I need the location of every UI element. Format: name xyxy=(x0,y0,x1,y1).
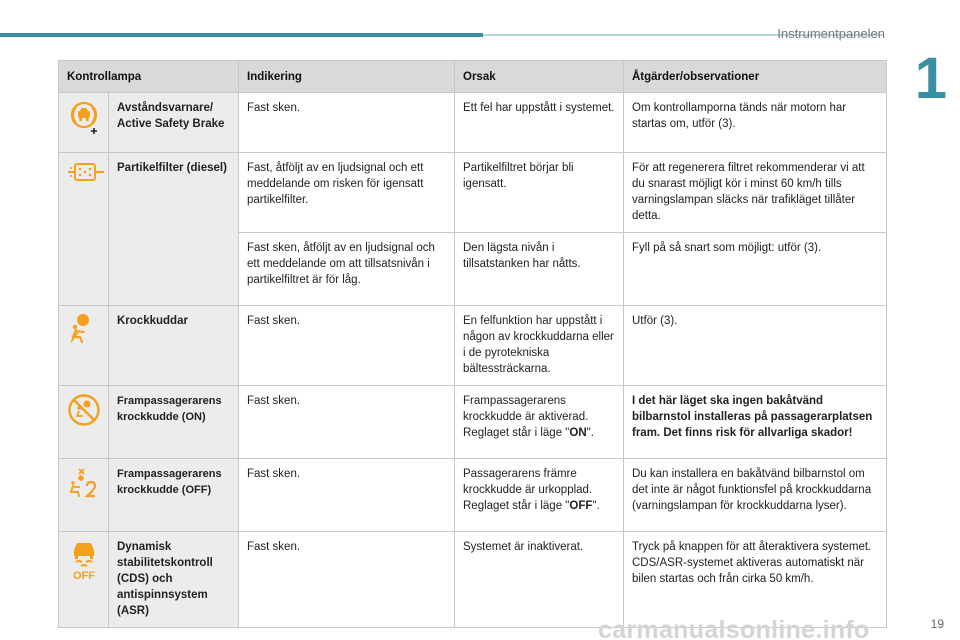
airbag-icon xyxy=(67,313,100,343)
page-number: 19 xyxy=(930,617,944,631)
indication-cell: Fast sken. xyxy=(239,306,455,386)
indicator-name: Frampassagerarens krockkudde (OFF) xyxy=(109,459,239,532)
indication-cell: Fast sken, åtföljt av en ljudsignal och ett meddelande om att tillsatsnivån i partikelfiltret är för låg. xyxy=(239,233,455,306)
particle-filter-icon xyxy=(67,160,100,184)
table-row xyxy=(59,386,887,459)
cause-cell xyxy=(455,386,624,459)
indicator-name: Krockkuddar xyxy=(109,306,239,386)
indication-cell: Fast sken. xyxy=(239,386,455,459)
cause-cell: En felfunktion har uppstått i någon av krockkuddarna eller i de pyrotekniska bältessträckarna. xyxy=(455,306,624,386)
passenger-airbag-on-icon xyxy=(67,393,100,427)
cause-cell: Systemet är inaktiverat. xyxy=(455,532,624,628)
indicator-name: Avståndsvarnare/ Active Safety Brake xyxy=(109,93,239,153)
watermark: carmanualsonline.info xyxy=(598,616,870,640)
column-header: Åtgärder/observationer xyxy=(624,61,887,93)
indication-cell: Fast sken. xyxy=(239,532,455,628)
icon-cell xyxy=(59,386,109,459)
indication-cell: Fast sken. xyxy=(239,93,455,153)
cause-text: Passagerarens främre krockkudde är urkopplad. Reglaget står i läge " xyxy=(463,468,593,512)
icon-cell xyxy=(59,93,109,153)
icon-cell xyxy=(59,153,109,306)
cause-cell: Partikelfiltret börjar bli igensatt. xyxy=(455,153,624,233)
indicator-name: Frampassagerarens krockkudde (ON) xyxy=(109,386,239,459)
cause-text: Frampassagerarens krockkudde är aktiverad. Reglaget står i läge " xyxy=(463,395,589,439)
header-accent-bar xyxy=(0,33,483,37)
table-row xyxy=(59,153,887,233)
cause-cell: Den lägsta nivån i tillsatstanken har nåtts. xyxy=(455,233,624,306)
section-title: Instrumentpanelen xyxy=(777,26,885,41)
action-cell: Utför (3). xyxy=(624,306,887,386)
column-header: Indikering xyxy=(239,61,455,93)
icon-cell xyxy=(59,532,109,628)
table-header-row xyxy=(59,61,887,93)
indicator-name: Partikelfilter (diesel) xyxy=(109,153,239,306)
switch-position: OFF xyxy=(569,500,593,512)
icon-cell xyxy=(59,306,109,386)
action-cell: Tryck på knappen för att återaktivera systemet. CDS/ASR-systemet aktiveras automatiskt när bilen startas och från cirka 50 km/h. xyxy=(624,532,887,628)
switch-position: ON xyxy=(569,427,587,439)
table-row xyxy=(59,306,887,386)
action-cell: För att regenerera filtret rekommenderar vi att du snarast möjligt kör i minst 60 km/h tills varningslampan släcks när trafikläget tillåter detta. xyxy=(624,153,887,233)
cause-text-end: ". xyxy=(586,427,594,439)
cause-cell xyxy=(455,459,624,532)
table-row xyxy=(59,93,887,153)
indication-cell: Fast, åtföljt av en ljudsignal och ett meddelande om risken för igensatt partikelfilter. xyxy=(239,153,455,233)
stability-control-off-icon xyxy=(67,539,100,581)
table-row xyxy=(59,459,887,532)
indicator-name: Dynamisk stabilitetskontroll (CDS) och antispinnsystem (ASR) xyxy=(109,532,239,628)
cause-text-end: ". xyxy=(592,500,600,512)
icon-cell xyxy=(59,459,109,532)
cause-cell: Ett fel har uppstått i systemet. xyxy=(455,93,624,153)
chapter-number: 1 xyxy=(914,46,947,111)
action-cell: Om kontrollamporna tänds när motorn har startas om, utför (3). xyxy=(624,93,887,153)
indication-cell: Fast sken. xyxy=(239,459,455,532)
table-row xyxy=(59,532,887,628)
column-header: Orsak xyxy=(455,61,624,93)
action-cell: I det här läget ska ingen bakåtvänd bilbarnstol installeras på passagerarplatsen fram. Det finns risk för allvarliga skador! xyxy=(624,386,887,459)
icon-label: OFF xyxy=(73,570,95,581)
indicator-table xyxy=(58,60,887,628)
action-cell: Fyll på så snart som möjligt: utför (3). xyxy=(624,233,887,306)
column-header: Kontrollampa xyxy=(59,61,239,93)
passenger-airbag-off-icon xyxy=(67,466,100,498)
action-cell: Du kan installera en bakåtvänd bilbarnstol om det inte är något funktionsfel på krockkuddarna (varningslampan för krockkuddarna lyser). xyxy=(624,459,887,532)
active-safety-brake-icon xyxy=(67,100,100,136)
